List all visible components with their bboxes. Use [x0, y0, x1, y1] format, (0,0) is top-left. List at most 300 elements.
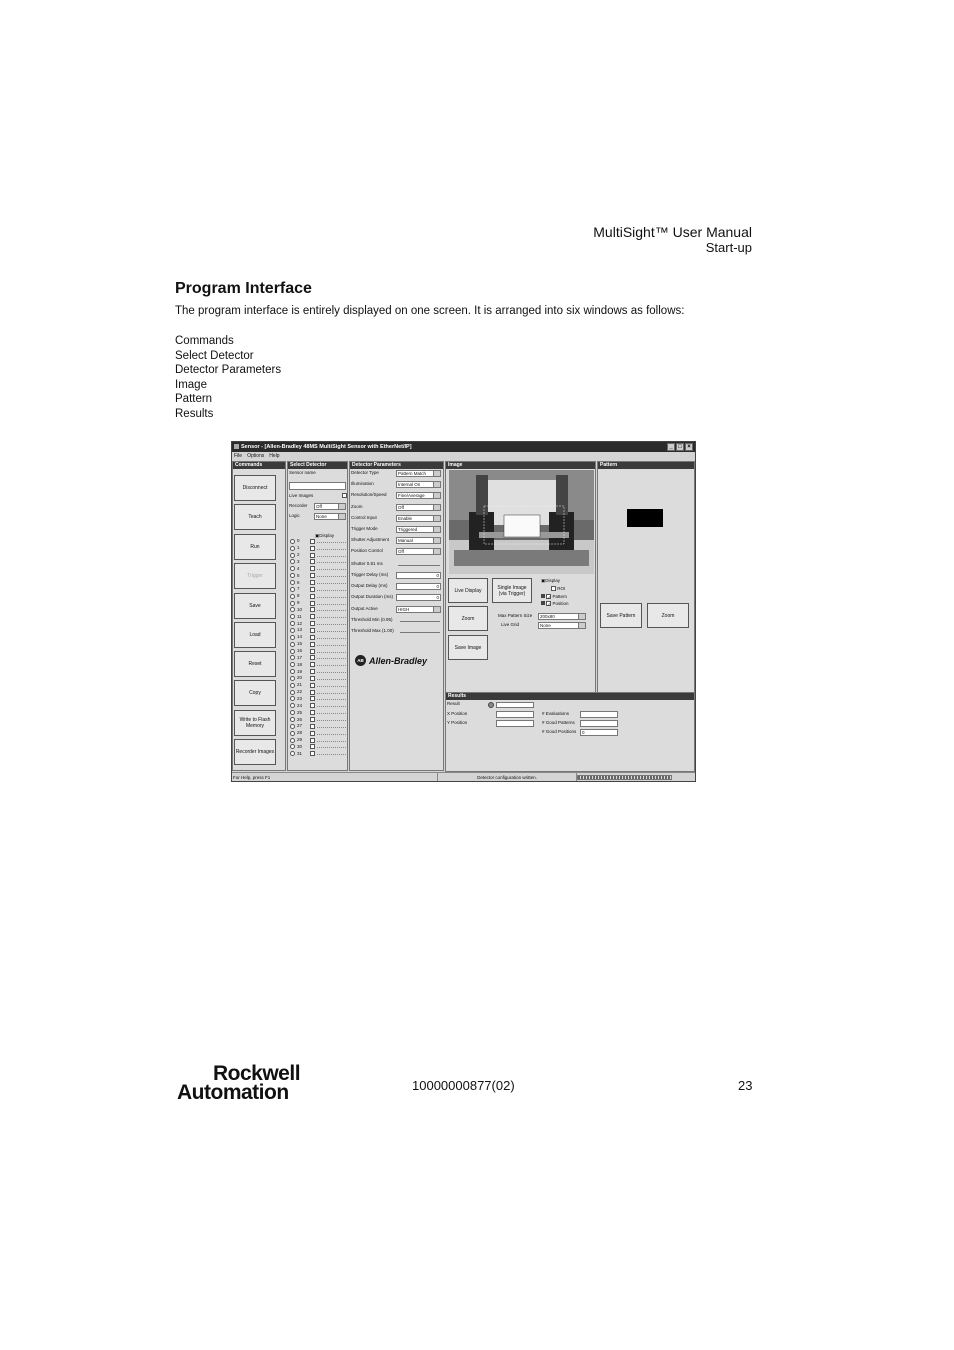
timing-row-label — [351, 572, 388, 578]
display-label: Display — [545, 578, 561, 583]
detector-radio[interactable] — [290, 587, 295, 592]
detector-status-bar — [317, 595, 346, 598]
result-indicator-icon — [488, 702, 494, 708]
detector-number: 24 — [297, 702, 303, 708]
detector-display-checkbox[interactable] — [310, 628, 315, 633]
detector-status-bar — [317, 643, 346, 646]
detector-display-checkbox[interactable] — [310, 553, 315, 558]
timing-input[interactable]: 0 — [396, 594, 441, 601]
detector-radio[interactable] — [290, 628, 295, 633]
detector-display-checkbox[interactable] — [310, 566, 315, 571]
allen-bradley-logo — [355, 655, 427, 666]
detector-display-checkbox[interactable] — [310, 731, 315, 736]
detector-display-checkbox[interactable] — [310, 642, 315, 647]
pane-header: Image — [446, 462, 595, 469]
timing-unit: (ms) — [379, 572, 389, 577]
detector-display-checkbox[interactable] — [310, 655, 315, 660]
detector-row[interactable] — [290, 730, 346, 737]
detector-number: 31 — [297, 750, 303, 756]
detector-number: 21 — [297, 682, 303, 688]
y-position-label: Y Position — [447, 720, 468, 725]
detector-display-checkbox[interactable] — [310, 751, 315, 756]
detector-radio[interactable] — [290, 717, 295, 722]
recorder-images-button[interactable]: Recorder Images — [234, 739, 276, 765]
detector-number: 11 — [297, 613, 302, 619]
detector-row[interactable] — [290, 607, 346, 614]
detector-radio[interactable] — [290, 724, 295, 729]
detector-radio[interactable] — [290, 744, 295, 749]
pane-header: Pattern — [598, 462, 694, 469]
detector-status-bar — [317, 650, 346, 653]
detector-radio[interactable] — [290, 601, 295, 606]
detector-status-bar — [317, 697, 346, 700]
detector-row[interactable] — [290, 675, 346, 682]
roi-checkbox[interactable] — [551, 586, 556, 591]
pane-header: Select Detector — [288, 462, 347, 469]
param-select[interactable]: Off — [396, 548, 441, 555]
close-icon[interactable]: × — [685, 443, 693, 451]
program-screenshot — [231, 441, 696, 782]
detector-row[interactable] — [290, 579, 346, 586]
detector-display-checkbox[interactable] — [310, 580, 315, 585]
detector-number: 6 — [297, 579, 300, 585]
detector-number: 16 — [297, 648, 303, 654]
detector-row[interactable] — [290, 716, 346, 723]
status-message: Detector configuration written. — [437, 773, 577, 781]
timing-unit: (ms) — [378, 583, 388, 589]
detector-number: 22 — [297, 689, 303, 695]
detector-row[interactable] — [290, 593, 346, 600]
display-icon: ▣ — [541, 578, 546, 583]
detector-number: 29 — [297, 737, 303, 743]
detector-number: 5 — [297, 572, 300, 578]
detector-status-bar — [317, 588, 346, 591]
detector-display-checkbox[interactable] — [310, 649, 315, 654]
detector-status-bar — [317, 574, 346, 577]
param-label: Shutter Adjustment — [351, 537, 390, 543]
live-display-button[interactable]: Live Display — [448, 578, 488, 603]
detector-status-bar — [317, 718, 346, 721]
detector-row[interactable] — [290, 572, 346, 579]
threshold-max-label: Threshold Max (1.00) — [351, 628, 394, 633]
timing-label: Output Duration — [351, 594, 383, 600]
detector-number: 14 — [297, 634, 303, 640]
camera-image-drawing — [449, 470, 594, 574]
detector-display-checkbox[interactable] — [310, 669, 315, 674]
detector-row[interactable] — [290, 559, 346, 566]
detector-display-checkbox[interactable] — [310, 690, 315, 695]
display-icon: ▣ — [315, 533, 320, 538]
window-list-item: Detector Parameters — [175, 364, 282, 376]
detector-number: 19 — [297, 668, 303, 674]
detector-number: 20 — [297, 675, 303, 681]
detector-status-bar — [317, 547, 346, 550]
threshold-min-slider[interactable] — [400, 618, 440, 622]
detector-status-bar — [317, 636, 346, 639]
param-select[interactable]: Fine/Average — [396, 492, 441, 499]
detector-row[interactable] — [290, 620, 346, 627]
detector-radio[interactable] — [290, 642, 295, 647]
detector-display-checkbox[interactable] — [310, 594, 315, 599]
status-progress-bar — [577, 775, 672, 780]
results-pane — [445, 692, 695, 772]
display-options-label — [541, 578, 560, 584]
section-title: Program Interface — [175, 280, 312, 297]
detector-row[interactable] — [290, 600, 346, 607]
detector-radio[interactable] — [290, 669, 295, 674]
detector-number: 25 — [297, 709, 303, 715]
param-label: Trigger Mode — [351, 526, 378, 531]
load-button[interactable]: Load — [234, 622, 276, 648]
pane-header: Commands — [233, 462, 285, 469]
good-positions-value: 0 — [580, 729, 618, 736]
manual-title: MultiSight™ User Manual — [593, 224, 752, 240]
pattern-checkbox[interactable]: ✓ — [547, 595, 552, 601]
param-select[interactable]: Internal On — [396, 481, 441, 488]
detector-display-checkbox[interactable] — [310, 607, 315, 612]
menu-options[interactable]: Options — [247, 453, 265, 459]
detector-row[interactable] — [290, 744, 346, 751]
detector-status-bar — [317, 622, 346, 625]
detector-status-bar — [317, 739, 346, 742]
logic-select[interactable]: None — [314, 513, 346, 520]
status-help-text: For Help, press F1 — [233, 775, 271, 780]
chapter-name: Start-up — [705, 240, 752, 255]
detector-row[interactable] — [290, 634, 346, 641]
detector-radio[interactable] — [290, 635, 295, 640]
detector-status-bar — [317, 732, 346, 735]
detector-row[interactable] — [290, 565, 346, 572]
detector-radio[interactable] — [290, 621, 295, 626]
recorder-label: Recorder — [289, 503, 308, 508]
detector-status-bar — [317, 711, 346, 714]
image-zoom-button[interactable]: Zoom — [448, 606, 488, 631]
param-label: Control Input — [351, 514, 377, 520]
detector-radio[interactable] — [290, 703, 295, 708]
single-image-button[interactable]: Single Image (via Trigger) — [492, 578, 532, 603]
detector-display-checkbox[interactable] — [310, 587, 315, 592]
position-option[interactable] — [541, 601, 569, 607]
camera-image — [449, 470, 594, 574]
detector-display-checkbox[interactable] — [310, 559, 315, 564]
pattern-zoom-button[interactable]: Zoom — [647, 603, 689, 628]
maximize-icon[interactable]: □ — [676, 443, 684, 451]
timing-input[interactable]: 0 — [396, 572, 441, 579]
detector-row[interactable] — [290, 545, 346, 552]
detector-number: 8 — [297, 593, 300, 599]
detector-row[interactable] — [290, 538, 346, 545]
detector-status-bar — [317, 663, 346, 666]
detector-radio[interactable] — [290, 655, 295, 660]
param-label: Zoom — [351, 503, 363, 509]
detector-display-checkbox[interactable] — [310, 738, 315, 743]
sensor-name-input[interactable] — [289, 482, 346, 490]
save-image-button[interactable]: Save Image — [448, 635, 488, 660]
detector-radio[interactable] — [290, 559, 295, 564]
detector-row[interactable] — [290, 586, 346, 593]
detector-row[interactable] — [290, 552, 346, 559]
timing-unit: (ms) — [384, 594, 394, 600]
evaluations-value — [580, 711, 618, 718]
menu-file[interactable]: File — [234, 453, 243, 459]
detector-row[interactable] — [290, 709, 346, 716]
param-label: Resolution/Speed — [351, 492, 387, 498]
y-position-value — [496, 720, 534, 727]
param-select[interactable]: Off — [396, 504, 441, 511]
result-bar — [496, 702, 534, 708]
good-patterns-value — [580, 720, 618, 727]
detector-display-checkbox[interactable] — [310, 573, 315, 578]
detector-number: 15 — [297, 641, 303, 647]
detector-radio[interactable] — [290, 676, 295, 681]
detector-status-bar — [317, 752, 346, 755]
display-label: Display — [319, 533, 335, 538]
detector-radio[interactable] — [290, 580, 295, 585]
rockwell-automation-logo — [177, 1064, 300, 1102]
detector-display-checkbox[interactable] — [310, 621, 315, 626]
timing-input[interactable]: 0 — [396, 583, 441, 590]
pane-header: Detector Parameters — [350, 462, 443, 469]
detector-radio[interactable] — [290, 710, 295, 715]
recorder-select[interactable]: Off — [314, 503, 346, 510]
window-list-item: Commands — [175, 335, 234, 347]
detector-status-bar — [317, 745, 346, 748]
detector-radio[interactable] — [290, 539, 295, 544]
detector-number: 26 — [297, 716, 303, 722]
detector-number: 13 — [297, 627, 303, 633]
copy-button[interactable]: Copy — [234, 680, 276, 706]
detector-number: 17 — [297, 654, 303, 660]
detector-row[interactable] — [290, 682, 346, 689]
roi-label: ROI — [557, 586, 566, 591]
reset-button[interactable]: Reset — [234, 651, 276, 677]
app-title: Sensor - [Allen-Bradley 48MS MultiSight Sensor with EtherNet/IP] — [241, 444, 412, 450]
trigger-button[interactable]: Trigger — [234, 563, 276, 589]
detector-row[interactable] — [290, 648, 346, 655]
detector-status-bar — [317, 670, 346, 673]
detector-status-bar — [317, 560, 346, 563]
param-label: Detector Type — [351, 470, 379, 475]
detector-status-bar — [317, 567, 346, 570]
timing-row-label — [351, 583, 388, 589]
detector-number: 10 — [297, 606, 303, 612]
detector-number: 9 — [297, 600, 300, 606]
result-label: Result — [447, 701, 460, 706]
param-select[interactable]: Triggered — [396, 526, 441, 533]
sensor-name-label: Sensor name — [289, 470, 316, 475]
app-icon — [234, 444, 239, 449]
detector-display-checkbox[interactable] — [310, 724, 315, 729]
threshold-max-slider[interactable] — [400, 629, 440, 633]
param-select[interactable]: Pattern Match — [396, 470, 441, 477]
detector-display-checkbox[interactable] — [310, 614, 315, 619]
detector-display-checkbox[interactable] — [310, 676, 315, 681]
detector-number: 27 — [297, 723, 303, 729]
max-pattern-label: Max Pattern Size — [498, 613, 533, 618]
output-active-label: Output Active — [351, 606, 378, 611]
detector-radio[interactable] — [290, 751, 295, 756]
param-label: Illumination — [351, 481, 374, 487]
detector-display-checkbox[interactable] — [310, 662, 315, 667]
detector-number: 3 — [297, 558, 300, 564]
ab-badge-icon: AB — [355, 655, 366, 666]
detector-row[interactable] — [290, 627, 346, 634]
detector-radio[interactable] — [290, 731, 295, 736]
detector-row[interactable] — [290, 613, 346, 620]
window-list-item: Image — [175, 378, 207, 391]
timing-label: Trigger Delay — [351, 572, 378, 577]
detector-display-checkbox[interactable] — [310, 539, 315, 544]
detector-radio[interactable] — [290, 690, 295, 695]
detector-row[interactable] — [290, 750, 346, 757]
detector-display-checkbox[interactable] — [310, 744, 315, 749]
logo-line-2: Automation — [177, 1081, 289, 1104]
detector-status-bar — [317, 554, 346, 557]
param-select[interactable]: Enable — [396, 515, 441, 522]
live-images-label: Live Images — [289, 493, 314, 498]
logo-line-1: Rockwell — [213, 1062, 301, 1085]
minimize-icon[interactable]: _ — [667, 443, 675, 451]
detector-status-bar — [317, 677, 346, 680]
detector-parameters-pane — [349, 461, 444, 771]
detector-radio[interactable] — [290, 546, 295, 551]
detector-number: 2 — [297, 552, 300, 558]
detector-number: 12 — [297, 620, 303, 626]
detector-status-bar — [317, 581, 346, 584]
x-position-value — [496, 711, 534, 718]
detector-radio[interactable] — [290, 573, 295, 578]
position-checkbox[interactable]: ✓ — [547, 602, 552, 608]
image-pane — [445, 461, 596, 711]
write-flash-button[interactable]: Write to Flash Memory — [234, 710, 276, 736]
detector-number: 28 — [297, 730, 303, 736]
detector-row[interactable] — [290, 737, 346, 744]
timing-row-label — [351, 594, 393, 600]
position-color-swatch — [541, 601, 545, 605]
detector-display-checkbox[interactable] — [310, 703, 315, 708]
detector-row[interactable] — [290, 702, 346, 709]
detector-radio[interactable] — [290, 696, 295, 701]
max-pattern-select[interactable]: 200x80 — [538, 613, 586, 620]
detector-radio[interactable] — [290, 614, 295, 619]
detector-display-checkbox[interactable] — [310, 683, 315, 688]
detector-display-checkbox[interactable] — [310, 696, 315, 701]
document-number: 10000000877(02) — [412, 1078, 515, 1093]
live-grid-label: Live Grid — [501, 622, 520, 627]
page-number: 23 — [738, 1078, 753, 1093]
detector-row[interactable] — [290, 689, 346, 696]
detector-row[interactable] — [290, 654, 346, 661]
detector-status-bar — [317, 684, 346, 687]
pattern-option[interactable] — [541, 594, 567, 600]
roi-option[interactable] — [551, 586, 565, 592]
good-positions-label: # Good Positions — [542, 729, 577, 734]
save-button[interactable]: Save — [234, 593, 276, 619]
detector-radio[interactable] — [290, 738, 295, 743]
detector-radio[interactable] — [290, 553, 295, 558]
menu-help[interactable]: Help — [269, 453, 280, 459]
threshold-min-label: Threshold Min (0.95) — [351, 617, 393, 622]
live-grid-select[interactable]: None — [538, 622, 586, 629]
detector-status-bar — [317, 602, 346, 605]
window-list-item: Pattern — [175, 393, 213, 405]
detector-radio[interactable] — [290, 683, 295, 688]
status-bar — [232, 772, 695, 781]
detector-display-checkbox[interactable] — [310, 635, 315, 640]
commands-pane — [232, 461, 286, 771]
shutter-label: Shutter 0.81 ms — [351, 561, 383, 566]
detector-status-bar — [317, 704, 346, 707]
detector-status-bar — [317, 540, 346, 543]
detector-row[interactable] — [290, 641, 346, 648]
param-select[interactable]: Manual — [396, 537, 441, 544]
select-detector-pane — [287, 461, 348, 771]
logic-label: Logic — [289, 513, 300, 518]
pane-header: Results — [446, 693, 694, 700]
detector-number: 18 — [297, 661, 303, 667]
save-pattern-button[interactable]: Save Pattern — [600, 603, 642, 628]
detector-status-bar — [317, 725, 346, 728]
detector-number: 4 — [297, 565, 300, 571]
output-active-select[interactable]: HIGH — [396, 606, 441, 613]
detector-radio[interactable] — [290, 566, 295, 571]
detector-number: 7 — [297, 586, 300, 592]
intro-text: The program interface is entirely displayed on one screen. It is arranged into six windows as follows: — [175, 305, 685, 317]
disconnect-button[interactable]: Disconnect — [234, 475, 276, 501]
shutter-slider[interactable] — [398, 562, 440, 566]
teach-button[interactable]: Teach — [234, 504, 276, 530]
detector-row[interactable] — [290, 723, 346, 730]
allen-bradley-text: Allen-Bradley — [369, 655, 428, 666]
x-position-label: X Position — [447, 711, 468, 716]
detector-radio[interactable] — [290, 662, 295, 667]
app-titlebar — [232, 442, 695, 452]
detector-radio[interactable] — [290, 594, 295, 599]
evaluations-label: # Evaluations — [542, 711, 570, 716]
good-patterns-label: # Good Patterns — [542, 720, 575, 725]
detector-number: 23 — [297, 695, 303, 701]
detector-status-bar — [317, 615, 346, 618]
menu-bar — [232, 452, 695, 460]
detector-number: 30 — [297, 743, 303, 749]
window-list-item: Select Detector — [175, 349, 254, 362]
run-button[interactable]: Run — [234, 534, 276, 560]
detector-number: 1 — [297, 545, 300, 551]
detector-radio[interactable] — [290, 607, 295, 612]
detector-row[interactable] — [290, 668, 346, 675]
detector-display-checkbox[interactable] — [310, 710, 315, 715]
live-images-checkbox[interactable] — [342, 493, 347, 498]
detector-display-checkbox[interactable] — [310, 601, 315, 606]
detector-status-bar — [317, 656, 346, 659]
detector-display-checkbox[interactable] — [310, 546, 315, 551]
pattern-color-swatch — [541, 594, 545, 598]
detector-status-bar — [317, 608, 346, 611]
param-label: Position Control — [351, 548, 383, 554]
position-label: Position — [552, 601, 569, 606]
pattern-pane — [597, 461, 695, 711]
live-images-row — [289, 493, 347, 499]
window-list-item: Results — [175, 407, 214, 420]
detector-row[interactable] — [290, 661, 346, 668]
detector-display-checkbox[interactable] — [310, 717, 315, 722]
detector-radio[interactable] — [290, 649, 295, 654]
pattern-preview — [627, 509, 663, 527]
pattern-label: Pattern — [552, 594, 568, 599]
detector-status-bar — [317, 629, 346, 632]
detector-number: 0 — [297, 538, 300, 544]
detector-row[interactable] — [290, 696, 346, 703]
